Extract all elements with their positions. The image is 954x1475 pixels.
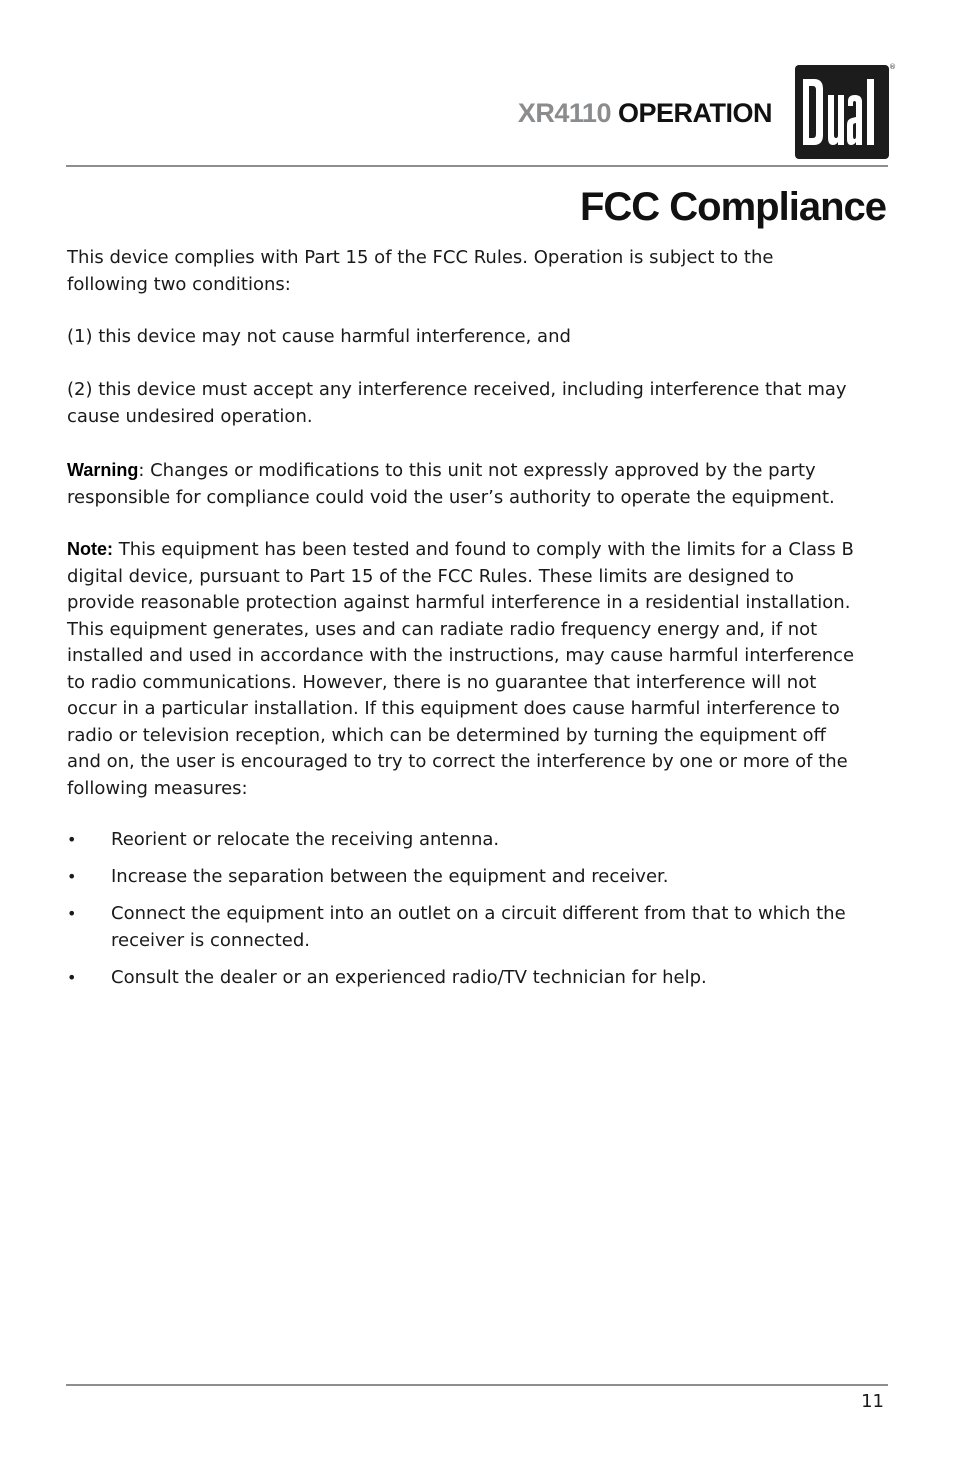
section-name: OPERATION [617, 98, 772, 128]
bullet-icon: • [67, 904, 77, 923]
bullet-icon: • [67, 867, 77, 886]
header-title [460, 96, 772, 130]
intro-paragraph: This device complies with Part 15 of the FCC Rules. Operation is subject to the following two conditions: [67, 247, 774, 295]
condition-1-paragraph: (1) this device may not cause harmful interference, and [67, 326, 571, 347]
list-item [67, 864, 857, 891]
registered-mark: ® [889, 63, 896, 71]
list-item-text: Reorient or relocate the receiving antenna. [111, 829, 500, 850]
warning-text: : Changes or modifications to this unit not expressly approved by the party responsible for compliance could void the user’s authority to operate the equipment. [67, 460, 835, 508]
note-text: This equipment has been tested and found to comply with the limits for a Class B digital device, pursuant to Part 15 of the FCC Rules. These limits are designed to provide reasonable protection against harmful interference in a residential installation. This equipment generates, uses and can radiate radio frequency energy and, if not installed and used in accordance with the instructions, may cause harmful interference to radio communications. However, there is no guarantee that interference will not occur in a particular installation. If this equipment does cause harmful interference to radio or television reception, which can be determined by turning the equipment off and on, the user is encouraged to try to correct the interference by one or more of the following measures: [67, 539, 855, 799]
page-number: 11 [861, 1391, 884, 1412]
dual-logo [795, 65, 889, 159]
footer-rule [66, 1384, 888, 1386]
note-label: Note: [67, 539, 113, 559]
list-item-text: Consult the dealer or an experienced radio/TV technician for help. [111, 966, 707, 988]
list-item [67, 965, 857, 992]
warning-label: Warning [67, 460, 139, 480]
list-item [67, 901, 857, 954]
model-name: XR4110 [517, 98, 611, 128]
dual-logo-mark [795, 65, 889, 159]
header-rule [66, 165, 888, 167]
condition-2-paragraph: (2) this device must accept any interference received, including interference that may cause undesired operation. [67, 379, 847, 427]
warning-paragraph [67, 457, 857, 511]
list-item-text: Increase the separation between the equipment and receiver. [111, 866, 669, 887]
list-item [67, 827, 857, 854]
note-paragraph [67, 536, 857, 802]
measures-list [67, 827, 857, 1002]
page-title: FCC Compliance [579, 185, 886, 229]
bullet-icon: • [67, 967, 77, 987]
bullet-icon: • [67, 830, 77, 849]
list-item-text: Connect the equipment into an outlet on a circuit different from that to which the receiver is connected. [111, 903, 846, 951]
